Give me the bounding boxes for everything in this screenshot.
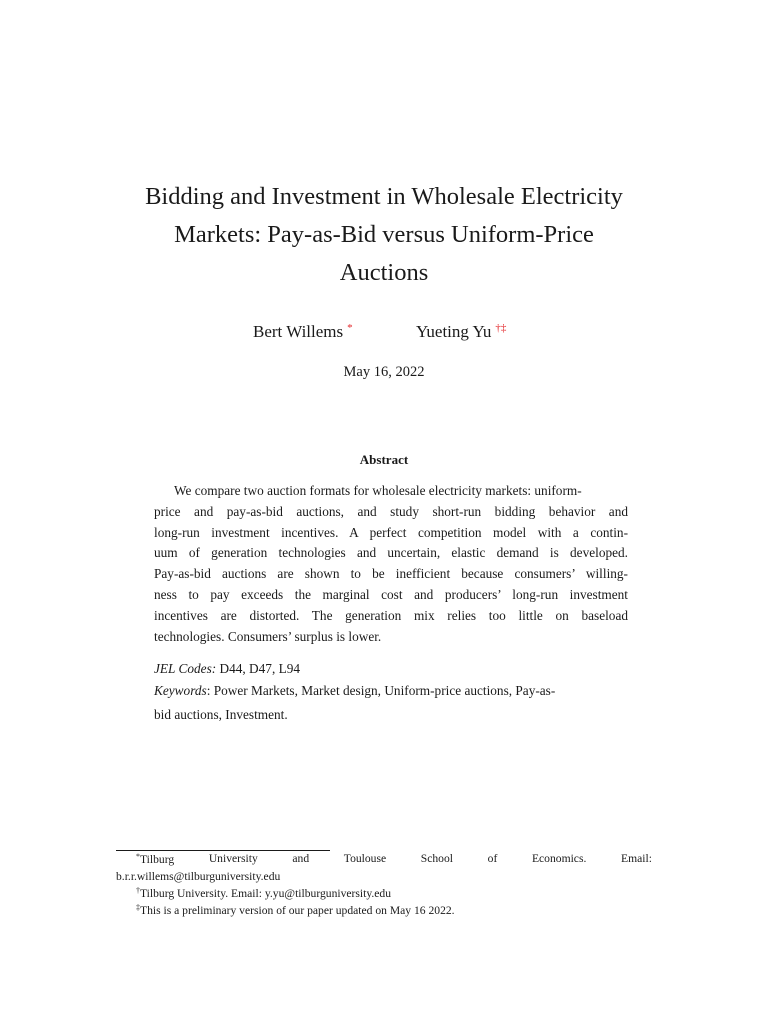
abstract-line: We compare two auction formats for wholesale electricity markets: uniform- (174, 483, 582, 498)
keywords-continued: bid auctions, Investment. (154, 707, 288, 722)
author-1-name: Bert Willems (253, 322, 344, 341)
title-line-2: Markets: Pay-as-Bid versus Uniform-Price (174, 221, 594, 248)
author-1 (253, 322, 353, 342)
jel-value: D44, D47, L94 (216, 661, 301, 676)
footnote-2-mark: † (136, 886, 140, 895)
footnote-3-mark: ‡ (136, 903, 140, 912)
footnote-2 (136, 886, 391, 900)
title-line-1: Bidding and Investment in Wholesale Electricity (145, 183, 623, 210)
paper-title (100, 178, 668, 292)
abstract-line: ness to pay exceeds the marginal cost and producers’ long-run investment (154, 587, 628, 602)
author-2-footnote-mark[interactable]: †‡ (495, 322, 507, 334)
footnote-3 (136, 903, 455, 917)
footnote-3-text: This is a preliminary version of our paper updated on May 16 2022. (140, 904, 455, 917)
author-2 (416, 322, 506, 342)
footnote-rule (116, 850, 330, 851)
jel-codes (154, 661, 300, 677)
footnote-1-email[interactable]: b.r.r.willems@tilburguniversity.edu (116, 870, 281, 883)
paper-date: May 16, 2022 (343, 364, 425, 380)
footnote-2-text: Tilburg University. Email: y.yu@tilburguniversity.edu (140, 887, 392, 900)
footnote-1-mark: * (136, 852, 140, 861)
abstract-line: long-run investment incentives. A perfect competition model with a contin- (154, 525, 628, 540)
abstract-line: technologies. Consumers’ surplus is lower. (154, 629, 382, 644)
author-2-name: Yueting Yu (416, 322, 492, 341)
abstract-line: uum of generation technologies and uncertain, elastic demand is developed. (154, 545, 628, 560)
abstract-line: price and pay-as-bid auctions, and study short-run bidding behavior and (154, 504, 628, 519)
title-line-3: Auctions (339, 259, 429, 286)
abstract-heading: Abstract (359, 452, 409, 467)
author-1-footnote-mark[interactable]: * (347, 322, 353, 334)
footnote-1: *Tilburg University and Toulouse School of Economics. Email: (136, 852, 652, 866)
abstract-line: Pay-as-bid auctions are shown to be inefficient because consumers’ willing- (154, 566, 628, 581)
keywords (154, 683, 555, 699)
keywords-label: Keywords (154, 683, 207, 698)
keywords-value: : Power Markets, Market design, Uniform-price auctions, Pay-as- (206, 683, 556, 698)
abstract-line: incentives are distorted. The generation mix relies too little on baseload (154, 608, 628, 623)
jel-label: JEL Codes: (154, 661, 217, 676)
